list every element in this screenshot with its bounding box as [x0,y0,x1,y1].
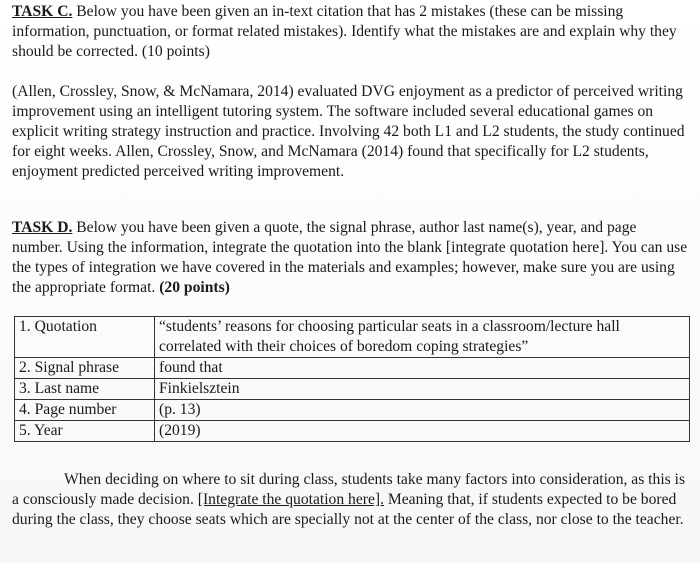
row-value: found that [155,358,690,379]
table-row [15,317,690,358]
task-c-section [12,2,690,62]
task-c-instructions [12,2,690,62]
task-d-section [12,218,690,298]
integration-paragraph [12,470,690,530]
table-row [15,379,690,400]
task-d-points: (20 points) [159,279,230,296]
row-label: 2. Signal phrase [15,358,155,379]
integration-before: When deciding on where to sit during class, students take many factors into consideration, as this is a consciously made decision. [12,471,686,508]
task-d-heading: TASK D. [12,219,73,236]
row-value: (p. 13) [155,400,690,421]
table-row [15,358,690,379]
quotation-info-table [14,316,690,442]
row-label: 1. Quotation [15,317,155,358]
row-label: 3. Last name [15,379,155,400]
task-c-heading: TASK C. [12,3,73,20]
citation-paragraph [12,82,690,182]
row-label: 4. Page number [15,400,155,421]
integration-text [12,470,690,530]
row-value: Finkielsztein [155,379,690,400]
table-row [15,421,690,442]
citation-text: (Allen, Crossley, Snow, & McNamara, 2014) evaluated DVG enjoyment as a predictor of perceived writing improvement using an intelligent tutoring system. The software included several educational games on explicit writing strategy instruction and practice. Involving 42 both L1 and L2 students, the study continued for eight weeks. Allen, Crossley, Snow, and McNamara (2014) found that specifically for L2 students, enjoyment predicted perceived writing improvement. [12,83,685,180]
task-d-instructions [12,218,690,298]
row-label: 5. Year [15,421,155,442]
task-c-text: Below you have been given an in-text citation that has 2 mistakes (these can be missing information, punctuation, or format related mistakes). Identify what the mistakes are and explain why they should be corrected. (10 points) [12,3,677,60]
task-d-text: Below you have been given a quote, the signal phrase, author last name(s), year, and page number. Using the information, integrate the quotation into the blank [integrate quotation here]. You can use the types of integration we have covered in the materials and examples; however, make sure you are using the appropriate format. [12,219,688,296]
row-value: (2019) [155,421,690,442]
table-row [15,400,690,421]
integration-after: Meaning that, if students expected to be bored during the class, they choose seats which are specially not at the center of the class, nor close to the teacher. [12,491,684,528]
quotation-placeholder: [Integrate the quotation here]. [197,491,384,508]
row-value: “students’ reasons for choosing particular seats in a classroom/lecture hall correlated with their choices of boredom coping strategies” [155,317,690,358]
